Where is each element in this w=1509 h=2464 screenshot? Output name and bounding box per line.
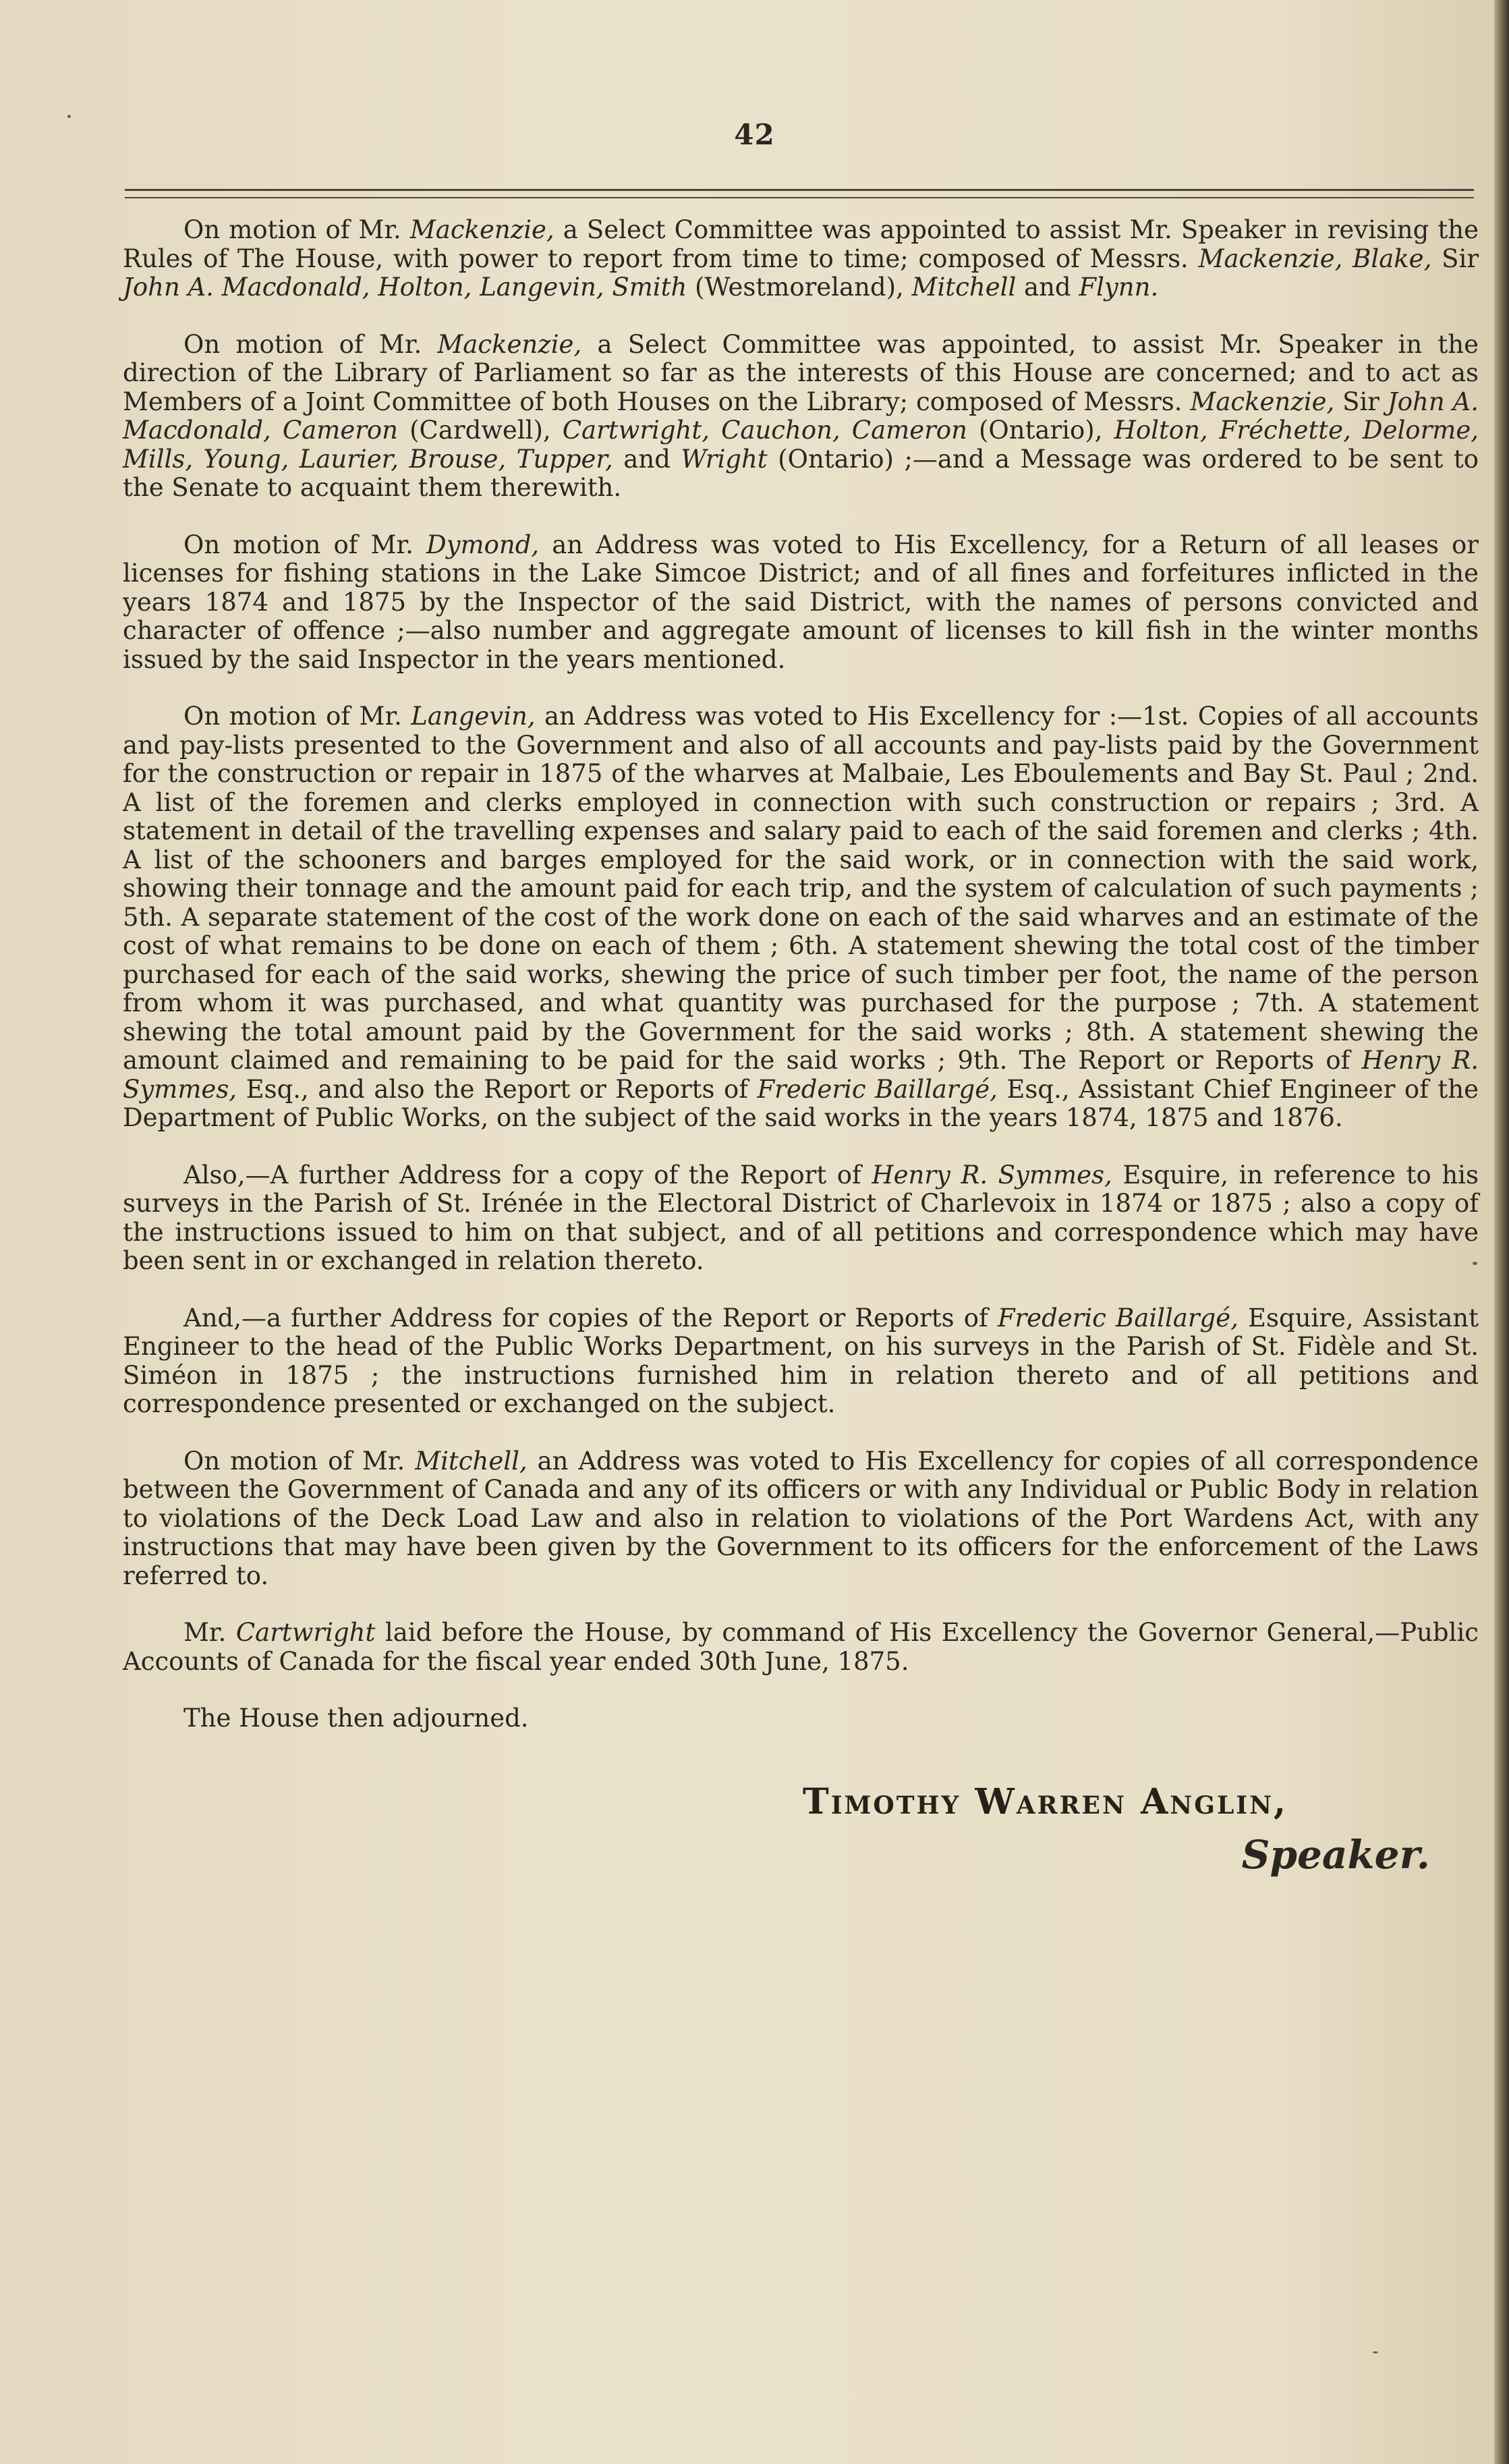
header-rule-thin: [125, 197, 1474, 198]
print-speck: [1473, 1262, 1477, 1265]
italic-name-run: Henry R. Symmes,: [123, 1046, 1479, 1104]
paragraph-langevin-address: [123, 702, 1479, 1133]
text-run: (Westmoreland),: [687, 273, 912, 302]
italic-name-run: Cartwright, Cauchon, Cameron: [562, 416, 967, 445]
text-run: and: [613, 444, 681, 474]
print-speck: [1373, 2351, 1378, 2353]
italic-name-run: Mackenzie,: [437, 329, 582, 359]
text-run: (Ontario) ;—and a Message was ordered to be sent to the Senate to acquaint them therewith.: [123, 444, 1479, 502]
header-rule: [125, 189, 1474, 191]
text-run: Also,—A further Address for a copy of the Report of: [183, 1160, 872, 1189]
text-run: Esq., and also the Report or Reports of: [237, 1074, 758, 1104]
italic-name-run: John A. Macdonald, Cameron: [123, 387, 1479, 445]
italic-name-run: Mackenzie,: [1190, 387, 1335, 416]
text-run: Mr.: [183, 1618, 236, 1647]
paragraph-symmes-address: [123, 1161, 1479, 1276]
text-run: And,—a further Address for copies of the Report or Reports of: [183, 1303, 998, 1333]
italic-name-run: Flynn.: [1079, 273, 1159, 302]
speaker-title: Speaker.: [1241, 1832, 1430, 1878]
text-run: an Address was voted to His Excellency for copies of all correspondence between the Government of Canada and any of its officers or with any Individual or Public Body in relation to violations of the Deck Load Law and also in relation to violations of the Port Wardens Act, with any instructions that may have been given by the Government to its officers for the enforcement of the Laws referred to.: [123, 1446, 1479, 1590]
paragraph-baillarge-address: [123, 1304, 1479, 1419]
italic-name-run: Holton, Fréchette, Delorme, Mills, Young, Laurier, Brouse, Tupper,: [123, 416, 1479, 474]
paragraph-adjournment: [123, 1704, 1479, 1733]
italic-name-run: Mitchell: [911, 273, 1017, 302]
text-run: an Address was voted to His Excellency for :—1st. Copies of all accounts and pay-lists presented to the Government and also of all accounts and pay-lists paid by the Government for the construction or repair in 1875 of the wharves at Malbaie, Les Eboulements and Bay St. Paul ; 2nd. A list of the foremen and clerks employed in connection with such construction or repairs ; 3rd. A statement in detail of the travelling expenses and salary paid to each of the said foremen and clerks ; 4th. A list of the schooners and barges employed for the said work, or in connection with the said work, showing their tonnage and the amount paid for each trip, and the system of calculation of such payments ; 5th. A separate statement of the cost of the work done on each of the said wharves and an estimate of the cost of what remains to be done on each of them ; 6th. A statement shewing the total cost of the timber purchased for each of the said works, shewing the price of such timber per foot, the name of the person from whom it was purchased, and what quantity was purchased for the purpose ; 7th. A statement shewing the total amount paid by the Government for the said works ; 8th. A statement shewing the amount claimed and remaining to be paid for the said works ; 9th. The Report or Reports of: [123, 702, 1479, 1075]
italic-name-run: Mackenzie, Blake,: [1198, 244, 1432, 273]
text-run: and: [1016, 273, 1079, 302]
paragraph-mitchell-address: [123, 1447, 1479, 1591]
text-run: Esquire, in reference to his surveys in the Parish of St. Irénée in the Electoral District of Charlevoix in 1874 or 1875 ; also a copy of the instructions issued to him on that subject, and of all petitions and correspondence which may have been sent in or exchanged in relation thereto.: [123, 1160, 1479, 1275]
text-run: On motion of Mr.: [183, 329, 438, 359]
text-run: Esq., Assistant Chief Engineer of the Department of Public Works, on the subject of the said works in the years 1874, 1875 and 1876.: [123, 1074, 1479, 1132]
text-run: (Cardwell),: [398, 416, 563, 445]
paragraph-dymond-address: [123, 531, 1479, 675]
paragraph-library-committee-rules: [123, 216, 1479, 302]
page-number: 42: [734, 118, 775, 151]
text-run: an Address was voted to His Excellency, for a Return of all leases or licenses for fishing stations in the Lake Simcoe District; and of all fines and forfeitures inflicted in the years 1874 and 1875 by the Inspector of the said District, with the names of persons convicted and character of offence ;—also number and aggregate amount of licenses to kill fish in the winter months issued by the said Inspector in the years mentioned.: [123, 530, 1479, 674]
text-run: On motion of Mr.: [183, 530, 426, 559]
italic-name-run: Henry R. Symmes,: [872, 1160, 1112, 1189]
italic-name-run: Mackenzie,: [409, 215, 554, 244]
text-run: Sir: [1334, 387, 1388, 416]
italic-name-run: Dymond,: [426, 530, 540, 559]
print-speck: [67, 115, 71, 118]
text-run: (Ontario),: [967, 416, 1114, 445]
page-binding-edge: [1494, 0, 1509, 2464]
italic-name-run: John A. Macdonald, Holton, Langevin, Smith: [123, 273, 687, 302]
text-run: The House then adjourned.: [183, 1704, 529, 1733]
text-run: On motion of Mr.: [183, 702, 411, 731]
paragraph-library-committee: [123, 331, 1479, 503]
speaker-name: Timothy Warren Anglin,: [803, 1781, 1288, 1822]
text-run: On motion of Mr.: [183, 1446, 416, 1476]
text-run: Esquire, Assistant Engineer to the head of the Public Works Department, on his surveys in the Parish of St. Fidèle and St. Siméon in 1875 ; the instructions furnished him in relation thereto and of all petitions and correspondence presented or exchanged on the subject.: [123, 1303, 1479, 1418]
text-run: a Select Committee was appointed, to assist Mr. Speaker in the direction of the Library of Parliament so far as the interests of this House are concerned; and to act as Members of a Joint Committee of both Houses on the Library; composed of Messrs.: [123, 329, 1479, 416]
text-run: Sir: [1431, 244, 1479, 273]
italic-name-run: Mitchell,: [415, 1446, 528, 1476]
text-run: a Select Committee was appointed to assist Mr. Speaker in revising the Rules of The House, with power to report from time to time; composed of Messrs.: [123, 215, 1479, 273]
italic-name-run: Frederic Baillargé,: [757, 1074, 998, 1104]
paragraph-public-accounts: [123, 1619, 1479, 1676]
italic-name-run: Wright: [681, 444, 768, 474]
italic-name-run: Frederic Baillargé,: [997, 1303, 1238, 1333]
italic-name-run: Cartwright: [235, 1618, 376, 1647]
signature-block: [803, 1781, 1484, 1878]
text-run: laid before the House, by command of His Excellency the Governor General,—Public Accounts of Canada for the fiscal year ended 30th June, 1875.: [123, 1618, 1479, 1676]
text-run: On motion of Mr.: [183, 215, 410, 244]
italic-name-run: Langevin,: [411, 702, 536, 731]
journal-body: [123, 216, 1479, 1762]
